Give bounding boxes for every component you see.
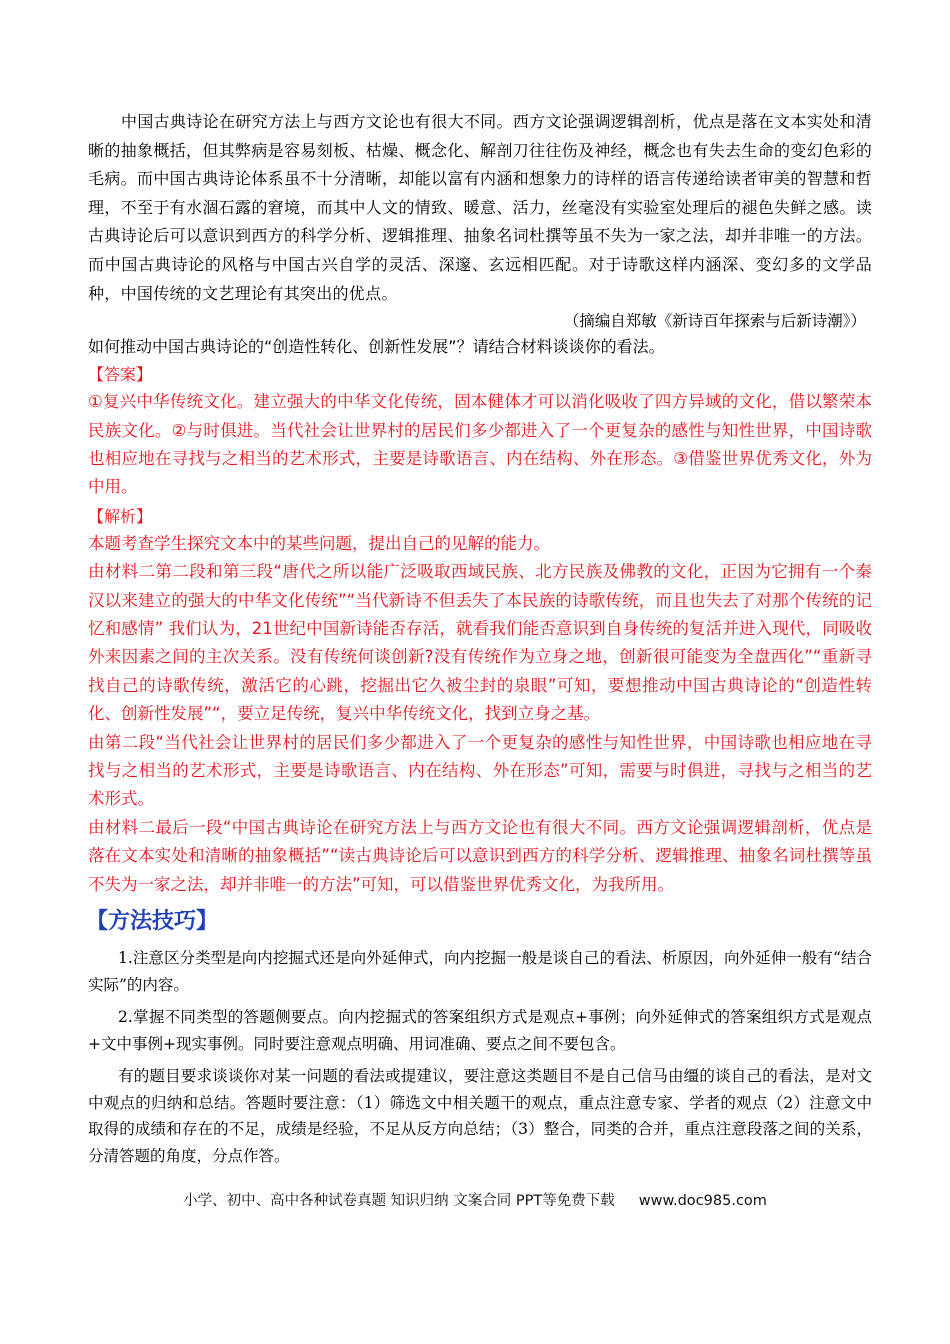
footer-text: 小学、初中、高中各种试卷真题 知识归纳 文案合同 PPT等免费下载: [183, 1193, 615, 1209]
method-tip-1: 1.注意区分类型是向内挖掘式还是向外延伸式，向内挖掘一般是谈自己的看法、析原因，向外延伸一般有“结合实际”的内容。: [88, 949, 872, 994]
analysis-label: 【解析】: [88, 506, 153, 526]
method-tip-3: 有的题目要求谈谈你对某一问题的看法或提建议，要注意这类题目不是自己信马由缰的谈自己的看法，是对文中观点的归纳和总结。答题时要注意：（1）筛选文中相关题干的观点，重点注意专家、学者的观点（2）注意文中取得的成绩和存在的不足，成绩是经验，不足从反方向总结；（3）整合，同类的合并，重点注意段落之间的关系，分清答题的角度，分点作答。: [88, 1067, 872, 1165]
analysis-paragraph-3: 由材料二最后一段“中国古典诗论在研究方法上与西方文论也有很大不同。西方文论强调逻辑剖析，优点是落在文本实处和清晰的抽象概括”“读古典诗论后可以意识到西方的科学分析、逻辑推理、抽象名词杜撰等虽不失为一家之法，却并非唯一的方法”可知，可以借鉴世界优秀文化，为我所用。: [88, 817, 872, 894]
method-tip-2: 2.掌握不同类型的答题侧要点。向内挖掘式的答案组织方式是观点+事例；向外延伸式的答案组织方式是观点+文中事例+现实事例。同时要注意观点明确、用词准确、要点之间不要包含。: [88, 1008, 872, 1053]
page-footer: [0, 1189, 950, 1210]
footer-url[interactable]: www.doc985.com: [638, 1193, 767, 1209]
analysis-paragraph-2: 由第二段“当代社会让世界村的居民们多少都进入了一个更复杂的感性与知性世界，中国诗歌也相应地在寻找与之相当的艺术形式，主要是诗歌语言、内在结构、外在形态”可知，需要与时俱进，寻找与之相当的艺术形式。: [88, 732, 872, 809]
analysis-paragraph-1: 由材料二第二段和第三段“唐代之所以能广泛吸取西域民族、北方民族及佛教的文化，正因为它拥有一个秦汉以来建立的强大的中华文化传统”“当代新诗不但丢失了本民族的诗歌传统，而且也失去了对那个传统的记忆和感情” 我们认为，21世纪中国新诗能否存活，就看我们能否意识到自身传统的复活并进入现代，同吸收外来因素之间的主次关系。没有传统何谈创新?没有传统作为立身之地，创新很可能变为全盘西化”“重新寻找自己的诗歌传统，激活它的心跳，挖掘出它久被尘封的泉眼”可知，要想推动中国古典诗论的“创造性转化、创新性发展”“，要立足传统，复兴中华传统文化，找到立身之基。: [88, 562, 872, 724]
analysis-intro: 本题考查学生探究文本中的某些问题，提出自己的见解的能力。: [88, 533, 550, 553]
method-heading: 【方法技巧】: [86, 909, 219, 935]
passage-source: （摘编自郑敏《新诗百年探索与后新诗潮》）: [563, 312, 866, 331]
passage-paragraph: 中国古典诗论在研究方法上与西方文论也有很大不同。西方文论强调逻辑剖析，优点是落在文本实处和清晰的抽象概括，但其弊病是容易刻板、枯燥、概念化、解剖刀往往伤及神经，概念也有失去生命的变幻色彩的毛病。而中国古典诗论体系虽不十分清晰，却能以富有内涵和想象力的诗样的语言传递给读者审美的智慧和哲理，不至于有水涸石露的窘境，而其中人文的情致、暖意、活力，丝毫没有实验室处理后的褪色失鲜之感。读古典诗论后可以意识到西方的科学分析、逻辑推理、抽象名词杜撰等虽不失为一家之法，却并非唯一的方法。而中国古典诗论的风格与中国古兴自学的灵活、深邃、玄远相匹配。对于诗歌这样内涵深、变幻多的文学品种，中国传统的文艺理论有其突出的优点。: [88, 112, 872, 303]
answer-label: 【答案】: [88, 365, 153, 385]
document-body: [88, 108, 872, 1169]
question-text: 如何推动中国古典诗论的“创造性转化、创新性发展”？请结合材料谈谈你的看法。: [88, 337, 665, 357]
answer-text: ①复兴中华传统文化。建立强大的中华文化传统，固本健体才可以消化吸收了四方异域的文化，借以繁荣本民族文化。②与时俱进。当代社会让世界村的居民们多少都进入了一个更复杂的感性与知性世界，中国诗歌也相应地在寻找与之相当的艺术形式，主要是诗歌语言、内在结构、外在形态。③借鉴世界优秀文化，外为中用。: [88, 392, 872, 497]
